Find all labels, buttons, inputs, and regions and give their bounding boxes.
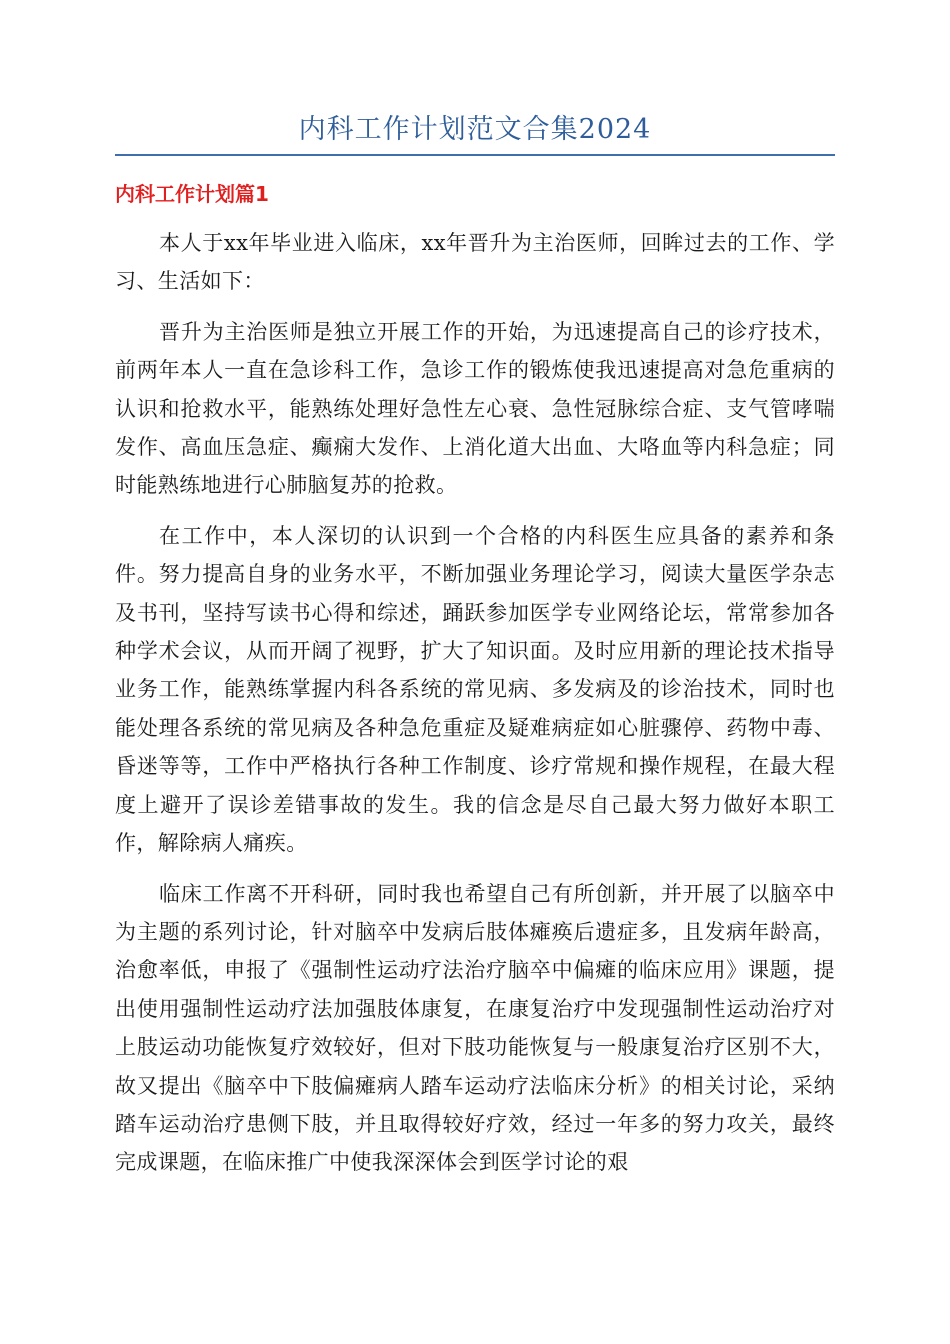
title-divider [115, 154, 835, 156]
paragraph: 本人于xx年毕业进入临床，xx年晋升为主治医师，回眸过去的工作、学习、生活如下： [115, 231, 835, 294]
section-heading: 内科工作计划篇1 [115, 182, 269, 206]
paragraph: 临床工作离不开科研，同时我也希望自己有所创新，并开展了以脑卒中为主题的系列讨论，针对脑卒中发病后肢体瘫痪后遗症多，且发病年龄高，治愈率低，申报了《强制性运动疗法治疗脑卒中偏瘫的临床应用》课题，提出使用强制性运动疗法加强肢体康复，在康复治疗中发现强制性运动治疗对上肢运动功能恢复疗效较好，但对下肢功能恢复与一般康复治疗区别不大，故又提出《脑卒中下肢偏瘫病人踏车运动疗法临床分析》的相关讨论，采纳踏车运动治疗患侧下肢，并且取得较好疗效，经过一年多的努力攻关，最终完成课题，在临床推广中使我深深体会到医学讨论的艰 [115, 881, 835, 1175]
document-body [115, 224, 835, 1194]
paragraph: 在工作中，本人深切的认识到一个合格的内科医生应具备的素养和条件。努力提高自身的业务水平，不断加强业务理论学习，阅读大量医学杂志及书刊，坚持写读书心得和综述，踊跃参加医学专业网络论坛，常常参加各种学术会议，从而开阔了视野，扩大了知识面。及时应用新的理论技术指导业务工作，能熟练掌握内科各系统的常见病、多发病及的诊治技术，同时也能处理各系统的常见病及各种急危重症及疑难病症如心脏骤停、药物中毒、昏迷等等，工作中严格执行各种工作制度、诊疗常规和操作规程，在最大程度上避开了误诊差错事故的发生。我的信念是尽自己最大努力做好本职工作，解除病人痛疾。 [115, 523, 835, 856]
document-title: 内科工作计划范文合集2024 [298, 114, 652, 145]
paragraph: 晋升为主治医师是独立开展工作的开始，为迅速提高自己的诊疗技术，前两年本人一直在急诊科工作，急诊工作的锻炼使我迅速提高对急危重病的认识和抢救水平，能熟练处理好急性左心衰、急性冠脉综合症、支气管哮喘发作、高血压急症、癫痫大发作、上消化道大出血、大咯血等内科急症；同时能熟练地进行心肺脑复苏的抢救。 [115, 319, 835, 498]
